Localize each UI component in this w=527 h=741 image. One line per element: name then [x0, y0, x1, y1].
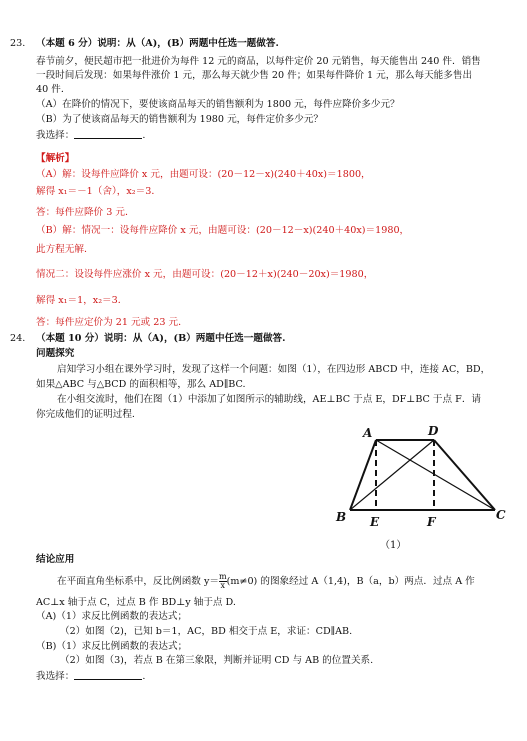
label-b: B: [336, 510, 347, 524]
q24-p1-line-2: 如果△ABC 与△BCD 的面积相等，那么 AD∥BC.: [36, 379, 246, 390]
q24-number: 24.: [10, 333, 26, 344]
q23-intro-line-3: 40 件．: [36, 84, 71, 95]
q24-header: （本题 10 分）说明：从（A)，(B）两题中任选一题做答.: [36, 333, 286, 344]
q24-section-title-1: 问题探究: [36, 348, 75, 359]
fraction-m-over-x: [219, 573, 227, 590]
solution-tag: 【解析】: [36, 153, 75, 164]
fraction-numerator: m: [218, 572, 227, 581]
q24-b1: （B)（1）求反比例函数的表达式；: [36, 641, 188, 652]
solution-a-line-1: （A）解：设每件应降价 x 元，由题可设：(20－12－x)(240＋40x)＝1800，: [36, 169, 371, 180]
diagonal-ac: [376, 440, 495, 510]
label-d: D: [428, 424, 439, 438]
q24-p3-pre: 在平面直角坐标系中，反比例函数 y＝: [57, 576, 219, 587]
q23-part-b: （B）为了使该商品每天的销售额利为 1980 元，每件定价多少元？: [36, 114, 324, 125]
q23-part-a: （A）在降价的情况下，要使该商品每天的销售额利为 1800 元，每件应降价多少元？: [36, 99, 400, 110]
solution-a-line-3: 答：每件应降价 3 元．: [36, 207, 135, 218]
q23-choose-end: .: [142, 130, 146, 141]
q24-p2-line-2: 你完成他们的证明过程.: [36, 409, 135, 420]
q23-number: 23.: [10, 38, 26, 49]
q24-p4: AC⊥x 轴于点 C，过点 B 作 BD⊥y 轴于点 D.: [36, 597, 236, 608]
q24-p2-line-1: 在小组交流时，他们在图（1）中添加了如图所示的辅助线，AE⊥BC 于点 E，DF⊥BC 于点 F．请: [57, 394, 482, 405]
label-c: C: [496, 508, 506, 522]
solution-b-line-3: 情况二：设设每件应涨价 x 元，由题可设：(20－12＋x)(240－20x)＝1980，: [36, 269, 374, 280]
q24-p3: [57, 572, 475, 592]
q24-choose-end: .: [142, 671, 146, 682]
q24-a2: （2）如图（2)，已知 b＝1，AC，BD 相交于点 E，求证：CD∥AB.: [60, 626, 353, 637]
solution-a-line-2: 解得 x₁＝－1（舍），x₂＝3．: [36, 186, 161, 197]
q24-p1-line-1: 启知学习小组在课外学习时，发现了这样一个问题：如图（1），在四边形 ABCD 中，连接 AC，BD，: [57, 364, 491, 375]
q24-choose-blank[interactable]: [74, 669, 142, 680]
q24-choose: [36, 669, 145, 683]
q24-section-title-2: 结论应用: [36, 554, 75, 565]
q23-choose-blank[interactable]: [74, 128, 142, 139]
q24-b2: （2）如图（3)，若点 B 在第三象限，判断并证明 CD 与 AB 的位置关系.: [60, 655, 374, 666]
q23-choose: [36, 128, 145, 142]
q23-choose-label: 我选择：: [36, 130, 75, 141]
label-a: A: [363, 426, 373, 440]
solution-b-line-5: 答：每件应定价为 21 元或 23 元．: [36, 317, 188, 328]
q23-header: （本题 6 分）说明：从（A)，(B）两题中任选一题做答.: [36, 38, 279, 49]
solution-b-line-4: 解得 x₁＝1，x₂＝3．: [36, 295, 128, 306]
q24-choose-label: 我选择：: [36, 671, 75, 682]
q23-intro-line-1: 春节前夕，便民超市把一批进价为每件 12 元的商品，以每件定价 20 元销售，每天能售出 240 件．销售: [36, 56, 481, 67]
figure-1-diagram: [330, 420, 515, 555]
segment-dc: [434, 440, 495, 510]
solution-b-line-1: （B）解：情况一：设每件应降价 x 元，由题可设：(20－12－x)(240＋40x)＝1980，: [36, 225, 410, 236]
q23-intro-line-2: 一段时间后发现：如果每件涨价 1 元，那么每天就少售 20 件；如果每件降价 1 元，那么每天能多售出: [36, 70, 473, 81]
figure-1-caption: （1）: [380, 540, 407, 551]
q24-p3-post: (m≠0) 的图象经过 A（1,4)，B（a，b）两点．过点 A 作: [226, 576, 475, 587]
label-f: F: [427, 515, 436, 529]
q24-a1: （A)（1）求反比例函数的表达式；: [36, 611, 188, 622]
fraction-denominator: x: [220, 581, 226, 590]
label-e: E: [370, 515, 380, 529]
solution-b-line-2: 此方程无解．: [36, 244, 94, 255]
